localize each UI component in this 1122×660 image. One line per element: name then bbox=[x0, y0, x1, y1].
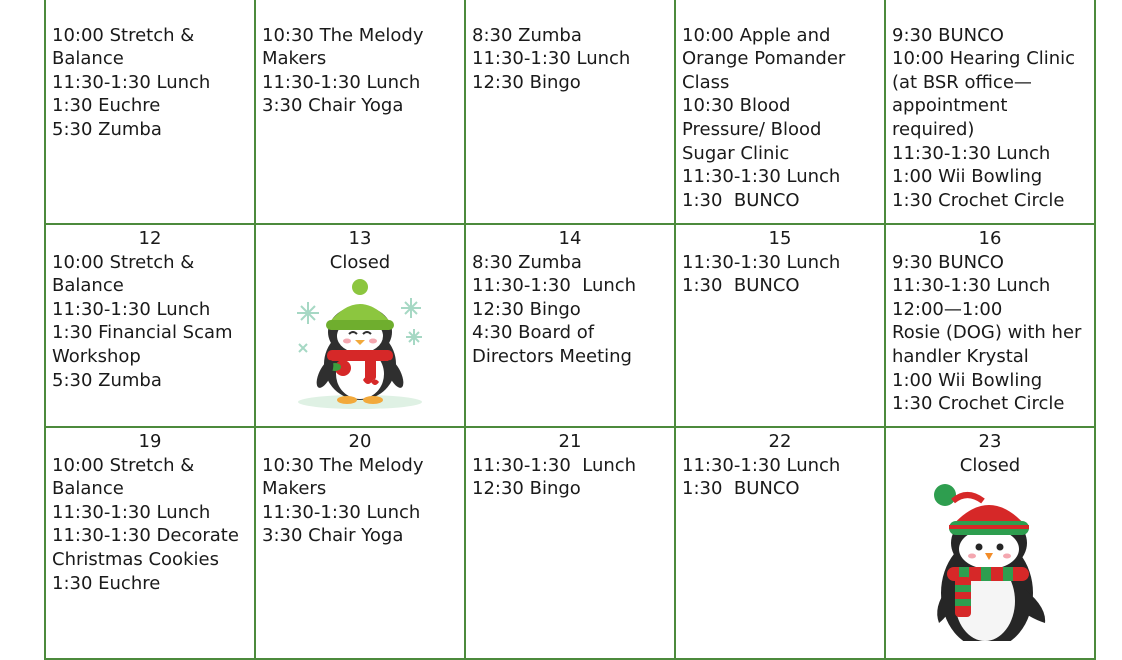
calendar-week bbox=[45, 427, 1095, 659]
closed-label: Closed bbox=[959, 454, 1021, 476]
day-number: 16 bbox=[978, 228, 1002, 249]
day-cell bbox=[255, 224, 465, 427]
event-item: 5:30 Zumba bbox=[52, 118, 162, 140]
event-item: 1:30 Euchre bbox=[52, 572, 161, 594]
day-number: 13 bbox=[348, 228, 372, 249]
event-item: 10:00 Stretch & Balance bbox=[52, 454, 201, 500]
closed-label: Closed bbox=[329, 251, 391, 273]
event-item: 1:00 Wii Bowling bbox=[892, 369, 1043, 391]
event-item: 11:30-1:30 Lunch bbox=[52, 71, 211, 93]
event-item: 11:30-1:30 Lunch bbox=[892, 142, 1051, 164]
day-cell bbox=[675, 0, 885, 224]
event-item: 11:30-1:30 Lunch bbox=[472, 454, 637, 476]
event-item: 5:30 Zumba bbox=[52, 369, 162, 391]
event-item: 12:30 Bingo bbox=[472, 298, 581, 320]
day-number: 23 bbox=[978, 431, 1002, 452]
event-item: 11:30-1:30 Lunch bbox=[682, 454, 841, 476]
event-item: 11:30-1:30 Lunch bbox=[472, 275, 637, 297]
event-item: 8:30 Zumba bbox=[472, 24, 582, 46]
day-cell bbox=[885, 224, 1095, 427]
event-item: 11:30-1:30 Lunch bbox=[52, 298, 211, 320]
event-item: 12:30 Bingo bbox=[472, 71, 581, 93]
event-item: 11:30-1:30 Lunch bbox=[52, 501, 211, 523]
event-item: 10:30 The Melody Makers bbox=[262, 24, 430, 70]
event-item: 3:30 Chair Yoga bbox=[262, 95, 404, 117]
day-number: 15 bbox=[768, 228, 792, 249]
event-item: 10:30 Blood Pressure/ Blood Sugar Clinic bbox=[682, 95, 828, 164]
penguin-red-hat-icon bbox=[925, 481, 1055, 641]
event-item: 1:30 Crochet Circle bbox=[892, 393, 1065, 415]
day-cell bbox=[885, 427, 1095, 659]
event-item: 11:30-1:30 Decorate Christmas Cookies bbox=[52, 525, 245, 570]
event-item: 1:00 Wii Bowling bbox=[892, 166, 1043, 188]
event-item: Rosie (DOG) with her handler Krystal bbox=[892, 322, 1088, 367]
event-item: 1:30 BUNCO bbox=[682, 275, 800, 297]
event-item: 1:30 Euchre bbox=[52, 95, 161, 117]
day-cell bbox=[465, 224, 675, 427]
event-item: 1:30 Financial Scam Workshop bbox=[52, 322, 239, 367]
day-number: 12 bbox=[138, 228, 162, 249]
event-item: 10:00 Stretch & Balance bbox=[52, 251, 201, 297]
event-item: 3:30 Chair Yoga bbox=[262, 525, 404, 547]
event-item: 10:30 The Melody Makers bbox=[262, 454, 430, 500]
day-cell bbox=[45, 427, 255, 659]
event-item: 1:30 BUNCO bbox=[682, 478, 800, 500]
event-item: 11:30-1:30 Lunch bbox=[682, 166, 841, 188]
event-item: 1:30 BUNCO bbox=[682, 189, 800, 211]
event-item: 9:30 BUNCO bbox=[892, 24, 1004, 46]
event-item: 12:30 Bingo bbox=[472, 478, 581, 500]
day-cell bbox=[255, 427, 465, 659]
day-cell bbox=[675, 224, 885, 427]
day-cell bbox=[465, 427, 675, 659]
calendar-grid bbox=[44, 0, 1096, 660]
event-item: 10:00 Stretch & Balance bbox=[52, 24, 201, 70]
day-cell bbox=[45, 224, 255, 427]
event-item: 10:00 Apple and Orange Pomander Class bbox=[682, 24, 852, 93]
event-item: 11:30-1:30 Lunch bbox=[682, 251, 841, 273]
day-cell bbox=[465, 0, 675, 224]
day-number: 20 bbox=[348, 431, 372, 452]
event-item: 11:30-1:30 Lunch bbox=[892, 275, 1051, 297]
event-item: 8:30 Zumba bbox=[472, 251, 582, 273]
event-item: 11:30-1:30 Lunch bbox=[472, 48, 631, 70]
penguin-green-hat-icon bbox=[285, 278, 435, 410]
event-item: 11:30-1:30 Lunch bbox=[262, 501, 421, 523]
event-item: 11:30-1:30 Lunch bbox=[262, 71, 421, 93]
event-item: 10:00 Hearing Clinic (at BSR office—appointment required) bbox=[892, 48, 1081, 140]
calendar-week bbox=[45, 0, 1095, 224]
event-item: 1:30 Crochet Circle bbox=[892, 189, 1065, 211]
calendar-week bbox=[45, 224, 1095, 427]
day-number: 19 bbox=[138, 431, 162, 452]
event-item: 4:30 Board of Directors Meeting bbox=[472, 322, 632, 367]
day-number: 21 bbox=[558, 431, 582, 452]
day-number: 22 bbox=[768, 431, 792, 452]
day-cell bbox=[885, 0, 1095, 224]
event-item: 12:00—1:00 bbox=[892, 298, 1003, 320]
day-number: 14 bbox=[558, 228, 582, 249]
day-cell bbox=[675, 427, 885, 659]
event-item: 9:30 BUNCO bbox=[892, 251, 1004, 273]
day-cell bbox=[255, 0, 465, 224]
day-cell bbox=[45, 0, 255, 224]
